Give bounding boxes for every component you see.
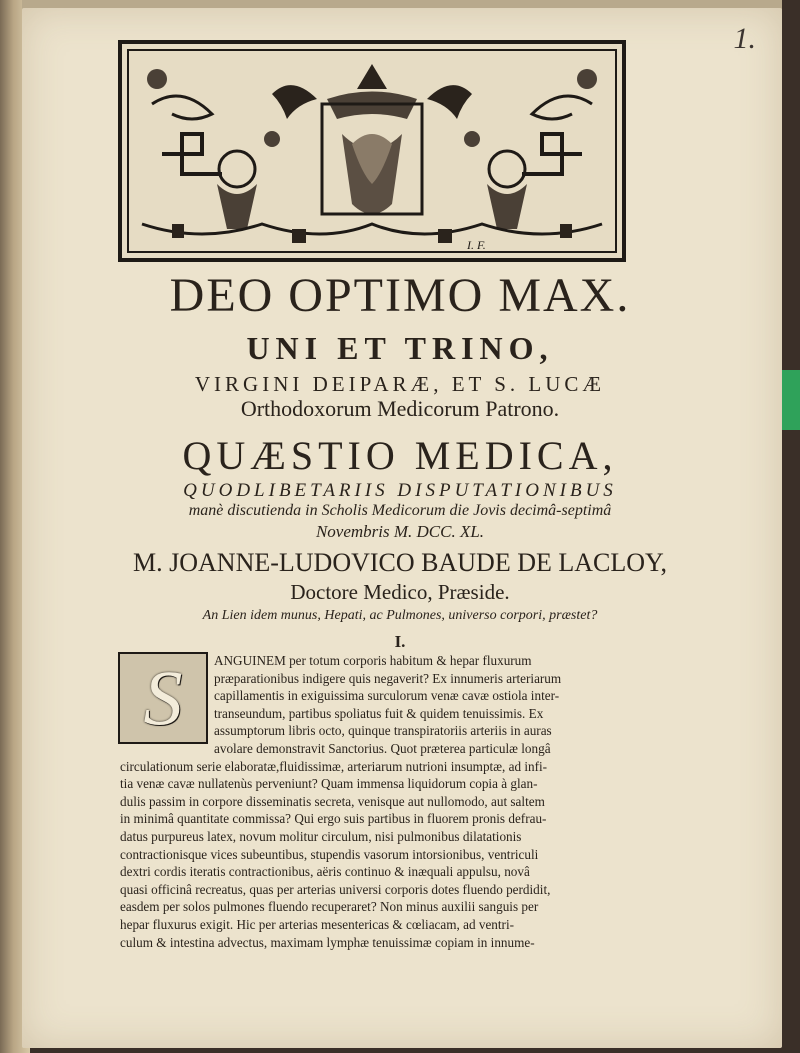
body-line: ANGUINEM per totum corporis habitum & hepar fluxurum [214,653,532,668]
date-line: Novembris M. DCC. XL. [315,522,485,541]
body-line: præparationibus indigere quis negaverit? Ex innumeris arteriarum [214,670,562,686]
quaestio-title: QUÆSTIO MEDICA, [182,433,618,478]
section-number: I. [394,632,406,651]
body-line: tia venæ cavæ nullatenùs perveniunt? Quam immensa liquidorum copia à glan- [120,776,538,792]
discutienda-line: manè discutienda in Scholis Medicorum die Jovis decimâ-septimâ [188,502,612,519]
headpiece-ornament [118,40,626,262]
body-line: dextri cordis iteratis contractionibus, aëris continuo & inæquali appulsu, novâ [120,864,530,880]
drop-cap-letter: S [143,654,183,741]
decorative-headpiece-icon [122,44,622,258]
body-line: quasi officinâ recreatus, quas per arterias universi corporis dotes fluendo perdidit, [120,881,551,897]
dedication-line-4: Orthodoxorum Medicorum Patrono. [240,396,560,421]
body-line: dulis passim in corpore disseminatis secreta, venisque aut nullomodo, aut saltem [120,793,545,809]
praeses-name: M. JOANNE-LUDOVICO BAUDE DE LACLOY, [133,548,667,577]
ornament-signature: I. F. [467,238,486,252]
quodlibet-line: QUODLIBETARIIS DISPUTATIONIBUS [183,480,617,501]
page-number: 1. [733,22,756,55]
body-line: assumptorum libris octo, quinque transpiratoriis arteriis in auras [214,723,552,739]
body-text [120,652,630,951]
body-line: contractionisque vices subeuntibus, stupendis vasorum intorsionibus, ventriculi [120,846,539,862]
body-line: datus purpureus latex, novum molitur circulum, nisi pulmonibus dilatationis [120,828,522,844]
body-line: transeundum, partibus spoliatus fuit & quidem tenuissimis. Ex [214,705,544,721]
body-line: culum & intestina advectus, maximam lymphæ tenuissimæ copiam in innume- [120,934,535,950]
dedication-line-1: DEO OPTIMO MAX. [169,269,631,322]
body-line: capillamentis in exiguissima surculorum venæ cavæ ostiola inter- [214,688,560,704]
bookmark-tab [782,370,800,430]
dedication-line-2: UNI ET TRINO, [246,330,554,366]
dedication-line-3: VIRGINI DEIPARÆ, ET S. LUCÆ [194,372,606,396]
body-line: circulationum serie elaboratæ,fluidissimæ, arteriarum nutrioni insumptæ, ad infi- [120,758,548,774]
body-line: easdem per solos pulmones fluendo recuperaret? Non minus auxilii sanguis per [120,899,539,915]
body-line: avolare demonstravit Sanctorius. Quot præterea particulæ longâ [214,740,551,756]
body-line: in minimâ quantitate commissa? Qui ergo suis partibus in fluorem pronis defrau- [120,811,547,827]
praeses-title: Doctore Medico, Præside. [290,580,510,604]
body-line: hepar fluxurus exigit. Hic per arterias mesentericas & cœliacam, ad ventri- [120,916,514,932]
question-line: An Lien idem munus, Hepati, ac Pulmones, universo corpori, præstet? [202,608,598,623]
